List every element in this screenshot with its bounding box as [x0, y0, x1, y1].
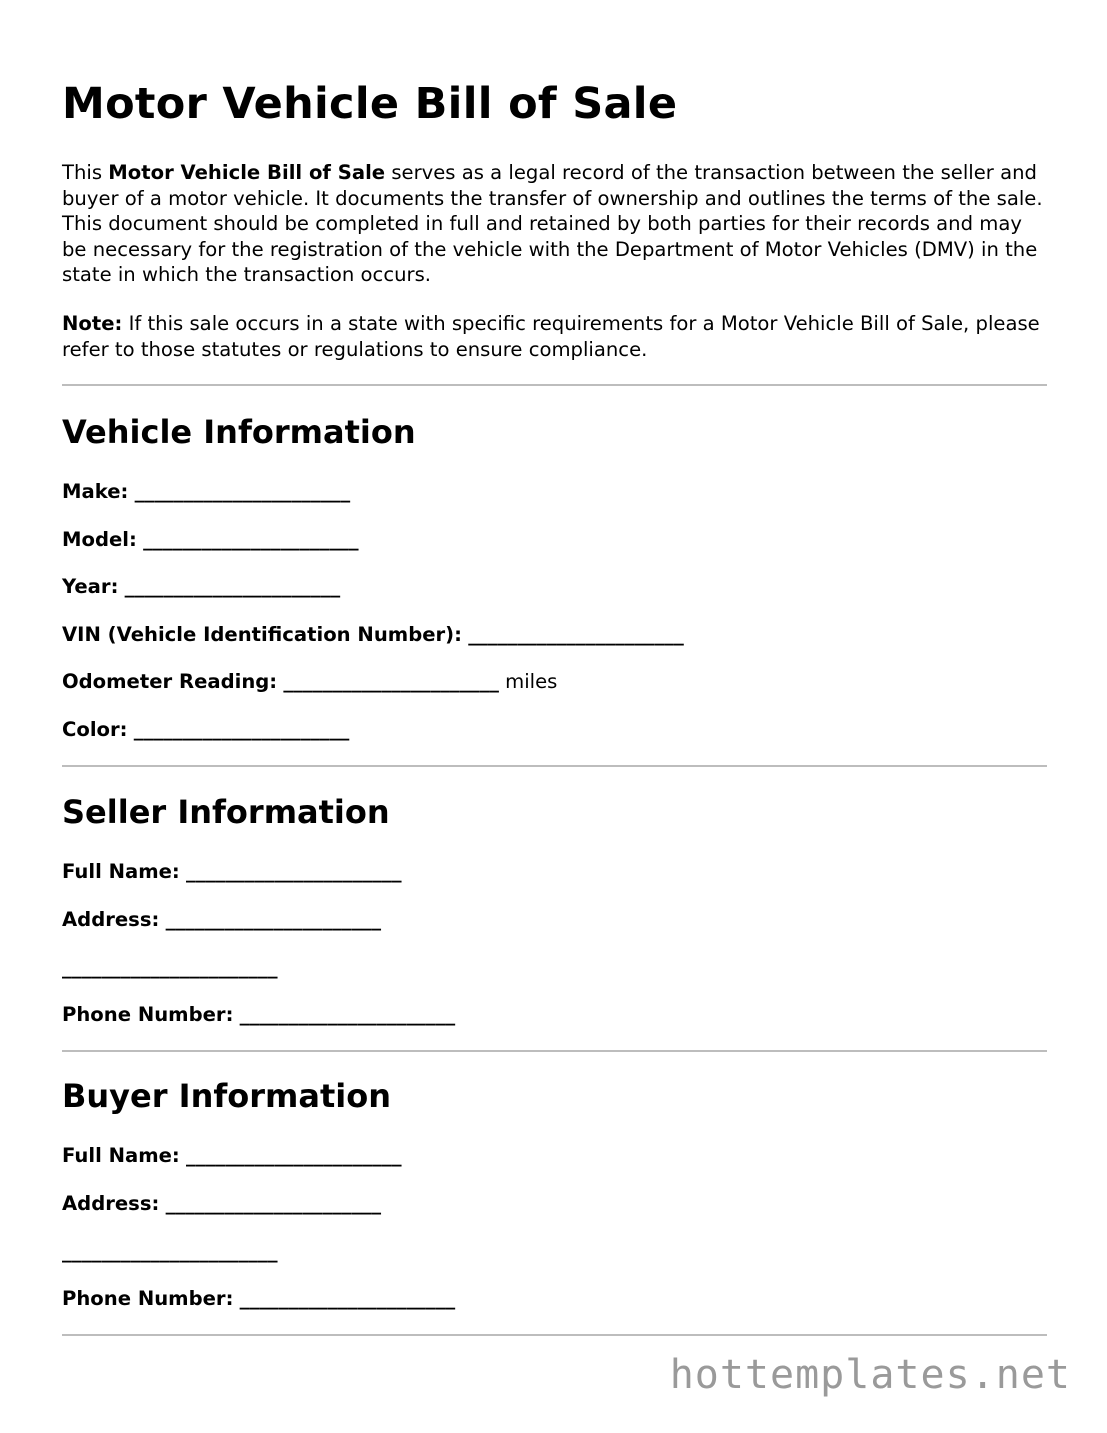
vehicle-section-heading: Vehicle Information: [62, 413, 416, 451]
buyer-address-label: Address:: [62, 1192, 160, 1215]
seller-address-blank[interactable]: ______________________: [165, 908, 382, 931]
buyer-phone-blank[interactable]: ______________________: [239, 1287, 456, 1310]
odometer-label: Odometer Reading:: [62, 670, 278, 693]
divider: [62, 1050, 1047, 1052]
model-field: [62, 527, 359, 553]
buyer-full-name-blank[interactable]: ______________________: [186, 1144, 402, 1167]
model-blank[interactable]: ______________________: [143, 528, 359, 551]
buyer-address-blank[interactable]: ______________________: [165, 1192, 382, 1215]
buyer-full-name-label: Full Name:: [62, 1144, 180, 1167]
intro-lead: This: [62, 161, 109, 184]
seller-section-heading: Seller Information: [62, 793, 390, 831]
seller-address-label: Address:: [62, 908, 160, 931]
buyer-address-field: [62, 1191, 381, 1217]
intro-bold-title: Motor Vehicle Bill of Sale: [108, 161, 386, 184]
vin-label: VIN (Vehicle Identification Number):: [62, 623, 462, 646]
divider: [62, 384, 1047, 386]
year-field: [62, 574, 340, 600]
seller-phone-blank[interactable]: ______________________: [239, 1003, 456, 1026]
seller-phone-field: [62, 1002, 455, 1028]
seller-full-name-label: Full Name:: [62, 860, 180, 883]
year-blank[interactable]: ______________________: [124, 575, 341, 598]
seller-address-line-2-blank[interactable]: ______________________: [62, 956, 278, 979]
odometer-field: [62, 669, 557, 695]
buyer-address-line-2-blank[interactable]: ______________________: [62, 1240, 278, 1263]
buyer-phone-label: Phone Number:: [62, 1287, 234, 1310]
color-blank[interactable]: ______________________: [133, 718, 350, 741]
watermark: hottemplates.net: [669, 1352, 1071, 1398]
buyer-full-name-field: [62, 1143, 402, 1169]
vin-blank[interactable]: ______________________: [468, 623, 684, 646]
model-label: Model:: [62, 528, 137, 551]
color-field: [62, 717, 349, 743]
note-label: Note:: [62, 312, 123, 335]
seller-full-name-blank[interactable]: ______________________: [186, 860, 402, 883]
intro-text: serves as a legal record of the transaction between the seller and buyer of a motor vehicle. It documents the transfer of ownership and outlines the terms of the sale. This document should be completed in full and retained by both parties for their records and may be necessary for the registration of the vehicle with the Department of Motor Vehicles (DMV) in the state in which the transaction occurs.: [62, 161, 1043, 287]
divider: [62, 765, 1047, 767]
make-label: Make:: [62, 480, 129, 503]
seller-phone-label: Phone Number:: [62, 1003, 234, 1026]
intro-paragraph: [62, 160, 1047, 288]
color-label: Color:: [62, 718, 128, 741]
buyer-phone-field: [62, 1286, 455, 1312]
seller-full-name-field: [62, 859, 402, 885]
note-text: If this sale occurs in a state with specific requirements for a Motor Vehicle Bill of Sale, please refer to those statutes or regulations to ensure compliance.: [62, 312, 1040, 361]
buyer-section-heading: Buyer Information: [62, 1077, 391, 1115]
divider: [62, 1334, 1047, 1336]
seller-address-field: [62, 907, 381, 933]
page-title: Motor Vehicle Bill of Sale: [62, 79, 678, 129]
odometer-unit: miles: [498, 670, 558, 693]
note-paragraph: [62, 311, 1047, 362]
odometer-blank[interactable]: ______________________: [283, 670, 499, 693]
year-label: Year:: [62, 575, 119, 598]
make-blank[interactable]: ______________________: [134, 480, 351, 503]
vin-field: [62, 622, 684, 648]
make-field: [62, 479, 350, 505]
